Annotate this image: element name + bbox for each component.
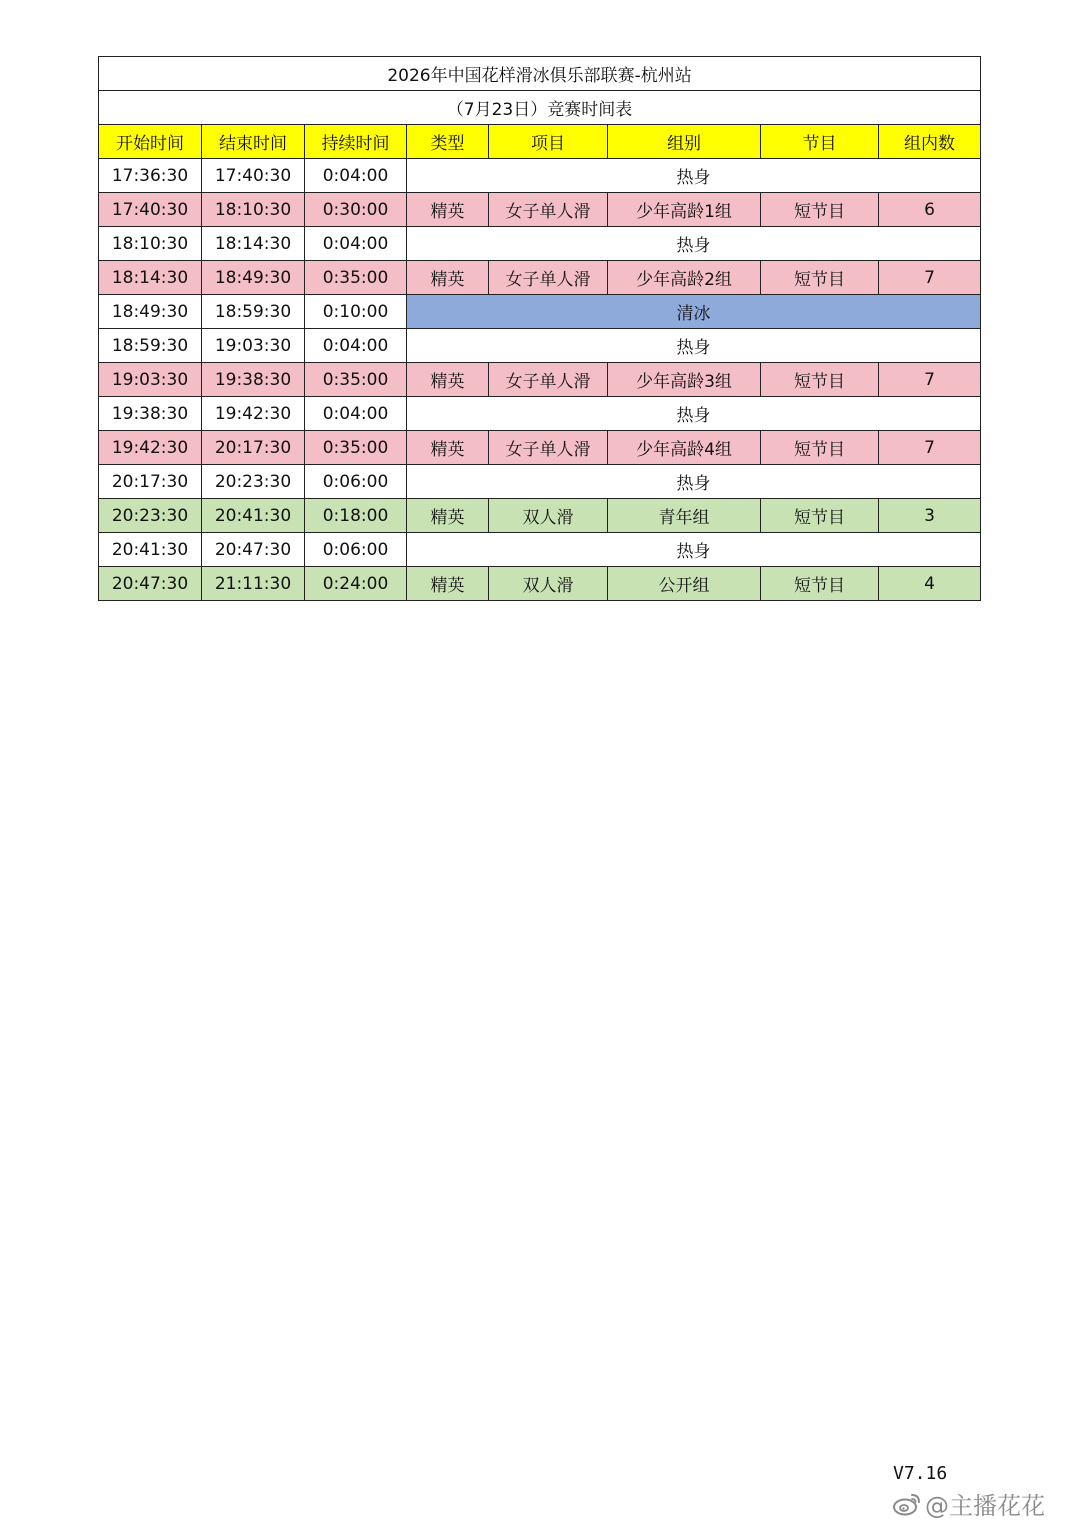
group-cell: 公开组 xyxy=(608,567,761,601)
group-cell: 少年高龄3组 xyxy=(608,363,761,397)
watermark-text: @主播花花 xyxy=(925,1492,1045,1520)
start-time-cell: 20:23:30 xyxy=(99,499,202,533)
group-count-cell: 7 xyxy=(879,431,981,465)
end-time-cell: 20:47:30 xyxy=(202,533,305,567)
end-time-cell: 20:17:30 xyxy=(202,431,305,465)
duration-cell: 0:24:00 xyxy=(305,567,407,601)
event-cell: 女子单人滑 xyxy=(489,363,608,397)
duration-cell: 0:04:00 xyxy=(305,397,407,431)
event-cell: 女子单人滑 xyxy=(489,261,608,295)
group-count-cell: 7 xyxy=(879,363,981,397)
end-time-cell: 19:03:30 xyxy=(202,329,305,363)
subtitle-row xyxy=(99,91,981,125)
start-time-cell: 17:40:30 xyxy=(99,193,202,227)
duration-cell: 0:04:00 xyxy=(305,227,407,261)
warmup-cell: 热身 xyxy=(407,465,981,499)
table-row xyxy=(99,363,981,397)
duration-cell: 0:18:00 xyxy=(305,499,407,533)
event-cell: 双人滑 xyxy=(489,567,608,601)
start-time-cell: 19:03:30 xyxy=(99,363,202,397)
warmup-cell: 热身 xyxy=(407,397,981,431)
ice-resurfacing-cell: 清冰 xyxy=(407,295,981,329)
group-count-cell: 6 xyxy=(879,193,981,227)
type-cell: 精英 xyxy=(407,363,489,397)
version-label: V7.16 xyxy=(893,1463,948,1484)
duration-cell: 0:30:00 xyxy=(305,193,407,227)
program-cell: 短节目 xyxy=(761,261,879,295)
start-time-cell: 20:41:30 xyxy=(99,533,202,567)
type-cell: 精英 xyxy=(407,193,489,227)
group-cell: 青年组 xyxy=(608,499,761,533)
table-row xyxy=(99,533,981,567)
program-cell: 短节目 xyxy=(761,499,879,533)
type-cell: 精英 xyxy=(407,261,489,295)
end-time-cell: 17:40:30 xyxy=(202,159,305,193)
event-cell: 女子单人滑 xyxy=(489,193,608,227)
event-cell: 双人滑 xyxy=(489,499,608,533)
end-time-cell: 18:59:30 xyxy=(202,295,305,329)
watermark xyxy=(893,1486,1045,1521)
column-header: 结束时间 xyxy=(202,125,305,159)
program-cell: 短节目 xyxy=(761,193,879,227)
warmup-cell: 热身 xyxy=(407,533,981,567)
schedule-table xyxy=(98,56,981,601)
start-time-cell: 18:10:30 xyxy=(99,227,202,261)
weibo-icon xyxy=(893,1492,921,1516)
table-row xyxy=(99,465,981,499)
program-cell: 短节目 xyxy=(761,567,879,601)
start-time-cell: 18:59:30 xyxy=(99,329,202,363)
program-cell: 短节目 xyxy=(761,363,879,397)
start-time-cell: 18:49:30 xyxy=(99,295,202,329)
group-cell: 少年高龄4组 xyxy=(608,431,761,465)
start-time-cell: 19:38:30 xyxy=(99,397,202,431)
start-time-cell: 19:42:30 xyxy=(99,431,202,465)
table-row xyxy=(99,329,981,363)
end-time-cell: 20:23:30 xyxy=(202,465,305,499)
duration-cell: 0:10:00 xyxy=(305,295,407,329)
type-cell: 精英 xyxy=(407,567,489,601)
group-cell: 少年高龄1组 xyxy=(608,193,761,227)
group-count-cell: 7 xyxy=(879,261,981,295)
column-header: 组别 xyxy=(608,125,761,159)
end-time-cell: 19:42:30 xyxy=(202,397,305,431)
start-time-cell: 20:47:30 xyxy=(99,567,202,601)
end-time-cell: 18:14:30 xyxy=(202,227,305,261)
program-cell: 短节目 xyxy=(761,431,879,465)
warmup-cell: 热身 xyxy=(407,159,981,193)
end-time-cell: 18:49:30 xyxy=(202,261,305,295)
table-row xyxy=(99,397,981,431)
document-subtitle: （7月23日）竞赛时间表 xyxy=(99,91,981,125)
column-header: 开始时间 xyxy=(99,125,202,159)
warmup-cell: 热身 xyxy=(407,227,981,261)
column-header: 持续时间 xyxy=(305,125,407,159)
document-title: 2026年中国花样滑冰俱乐部联赛-杭州站 xyxy=(99,57,981,91)
group-count-cell: 3 xyxy=(879,499,981,533)
column-header-row xyxy=(99,125,981,159)
end-time-cell: 21:11:30 xyxy=(202,567,305,601)
type-cell: 精英 xyxy=(407,431,489,465)
start-time-cell: 20:17:30 xyxy=(99,465,202,499)
duration-cell: 0:35:00 xyxy=(305,261,407,295)
column-header: 项目 xyxy=(489,125,608,159)
table-row xyxy=(99,261,981,295)
end-time-cell: 18:10:30 xyxy=(202,193,305,227)
duration-cell: 0:06:00 xyxy=(305,533,407,567)
group-count-cell: 4 xyxy=(879,567,981,601)
table-row xyxy=(99,193,981,227)
table-row xyxy=(99,499,981,533)
duration-cell: 0:35:00 xyxy=(305,363,407,397)
duration-cell: 0:35:00 xyxy=(305,431,407,465)
table-row xyxy=(99,295,981,329)
title-row xyxy=(99,57,981,91)
warmup-cell: 热身 xyxy=(407,329,981,363)
table-row xyxy=(99,159,981,193)
table-row xyxy=(99,431,981,465)
column-header: 组内数 xyxy=(879,125,981,159)
duration-cell: 0:04:00 xyxy=(305,329,407,363)
duration-cell: 0:06:00 xyxy=(305,465,407,499)
column-header: 节目 xyxy=(761,125,879,159)
column-header: 类型 xyxy=(407,125,489,159)
end-time-cell: 19:38:30 xyxy=(202,363,305,397)
type-cell: 精英 xyxy=(407,499,489,533)
table-row xyxy=(99,567,981,601)
table-row xyxy=(99,227,981,261)
start-time-cell: 18:14:30 xyxy=(99,261,202,295)
event-cell: 女子单人滑 xyxy=(489,431,608,465)
duration-cell: 0:04:00 xyxy=(305,159,407,193)
start-time-cell: 17:36:30 xyxy=(99,159,202,193)
end-time-cell: 20:41:30 xyxy=(202,499,305,533)
group-cell: 少年高龄2组 xyxy=(608,261,761,295)
